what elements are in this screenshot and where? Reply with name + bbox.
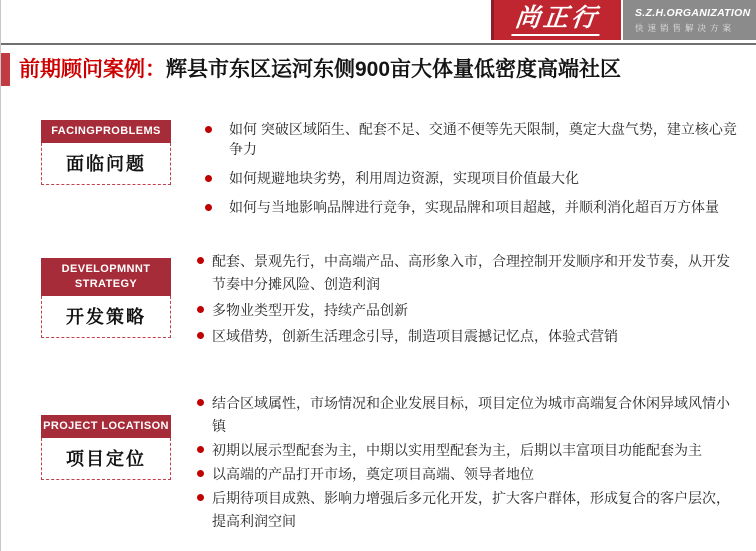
bullet-icon bbox=[205, 126, 212, 133]
bullet-icon bbox=[197, 494, 204, 501]
list-item bbox=[197, 299, 733, 322]
page-title-prefix: 前期顾问案例： bbox=[19, 58, 166, 81]
bullet-icon bbox=[197, 306, 204, 313]
header-divider bbox=[1, 43, 756, 45]
bullet-text: 多物业类型开发，持续产品创新 bbox=[212, 302, 408, 318]
bullet-icon bbox=[197, 332, 204, 339]
bullet-icon bbox=[197, 399, 204, 406]
list-item bbox=[205, 197, 737, 217]
page-title-text: 辉县市东区运河东侧900亩大体量低密度高端社区 bbox=[166, 58, 622, 81]
section-label-zh: 项目定位 bbox=[41, 438, 171, 480]
list-item bbox=[197, 487, 735, 533]
list-item bbox=[197, 439, 735, 462]
brand-logo bbox=[491, 0, 621, 40]
section-label-development-strategy bbox=[41, 258, 171, 338]
section-label-en: DEVELOPMNNT STRATEGY bbox=[41, 258, 171, 296]
section-label-project-location bbox=[41, 415, 171, 480]
bullet-icon bbox=[197, 257, 204, 264]
bullet-text: 如何与当地影响品牌进行竞争，实现品牌和项目超越，并顺利消化超百万方体量 bbox=[229, 199, 719, 215]
bullet-text: 初期以展示型配套为主，中期以实用型配套为主，后期以丰富项目功能配套为主 bbox=[212, 442, 702, 458]
bullet-text: 以高端的产品打开市场，奠定项目高端、领导者地位 bbox=[212, 466, 534, 482]
section-label-en: PROJECT LOCATISON bbox=[41, 415, 171, 438]
list-item bbox=[197, 463, 735, 486]
bullet-text: 结合区域属性，市场情况和企业发展目标，项目定位为城市高端复合休闲异域风情小镇 bbox=[212, 395, 730, 434]
bullet-list-facing-problems bbox=[205, 119, 737, 226]
bullet-text: 后期待项目成熟、影响力增强后多元化开发，扩大客户群体，形成复合的客户层次，提高利润空间 bbox=[212, 490, 730, 529]
bullet-icon bbox=[197, 446, 204, 453]
section-label-facing-problems bbox=[41, 120, 171, 185]
bullet-icon bbox=[197, 470, 204, 477]
org-tagline: 快速销售解决方案 bbox=[635, 22, 736, 33]
bullet-list-development-strategy bbox=[197, 250, 733, 351]
list-item bbox=[197, 325, 733, 348]
section-label-zh: 面临问题 bbox=[41, 143, 171, 185]
section-label-zh: 开发策略 bbox=[41, 296, 171, 338]
bullet-text: 配套、景观先行，中高端产品、高形象入市，合理控制开发顺序和开发节奏，从开发节奏中分摊风险、创造利润 bbox=[212, 253, 730, 292]
page-title bbox=[19, 54, 749, 85]
title-accent-bar bbox=[1, 53, 10, 86]
bullet-list-project-location bbox=[197, 392, 735, 534]
list-item bbox=[205, 119, 737, 159]
brand-logo-text: 尚正行 bbox=[512, 5, 603, 36]
bullet-icon bbox=[205, 204, 212, 211]
section-label-en: FACINGPROBLEMS bbox=[41, 120, 171, 143]
bullet-icon bbox=[205, 175, 212, 182]
bullet-text: 区域借势，创新生活理念引导，制造项目震撼记忆点，体验式营销 bbox=[212, 328, 618, 344]
bullet-text: 如何 突破区域陌生、配套不足、交通不便等先天限制，奠定大盘气势，建立核心竞争力 bbox=[229, 121, 737, 157]
org-name: S.Z.H.ORGANIZATION bbox=[635, 6, 751, 19]
list-item bbox=[197, 250, 733, 296]
list-item bbox=[205, 168, 737, 188]
org-badge bbox=[623, 0, 756, 40]
list-item bbox=[197, 392, 735, 438]
bullet-text: 如何规避地块劣势，利用周边资源，实现项目价值最大化 bbox=[229, 170, 579, 186]
